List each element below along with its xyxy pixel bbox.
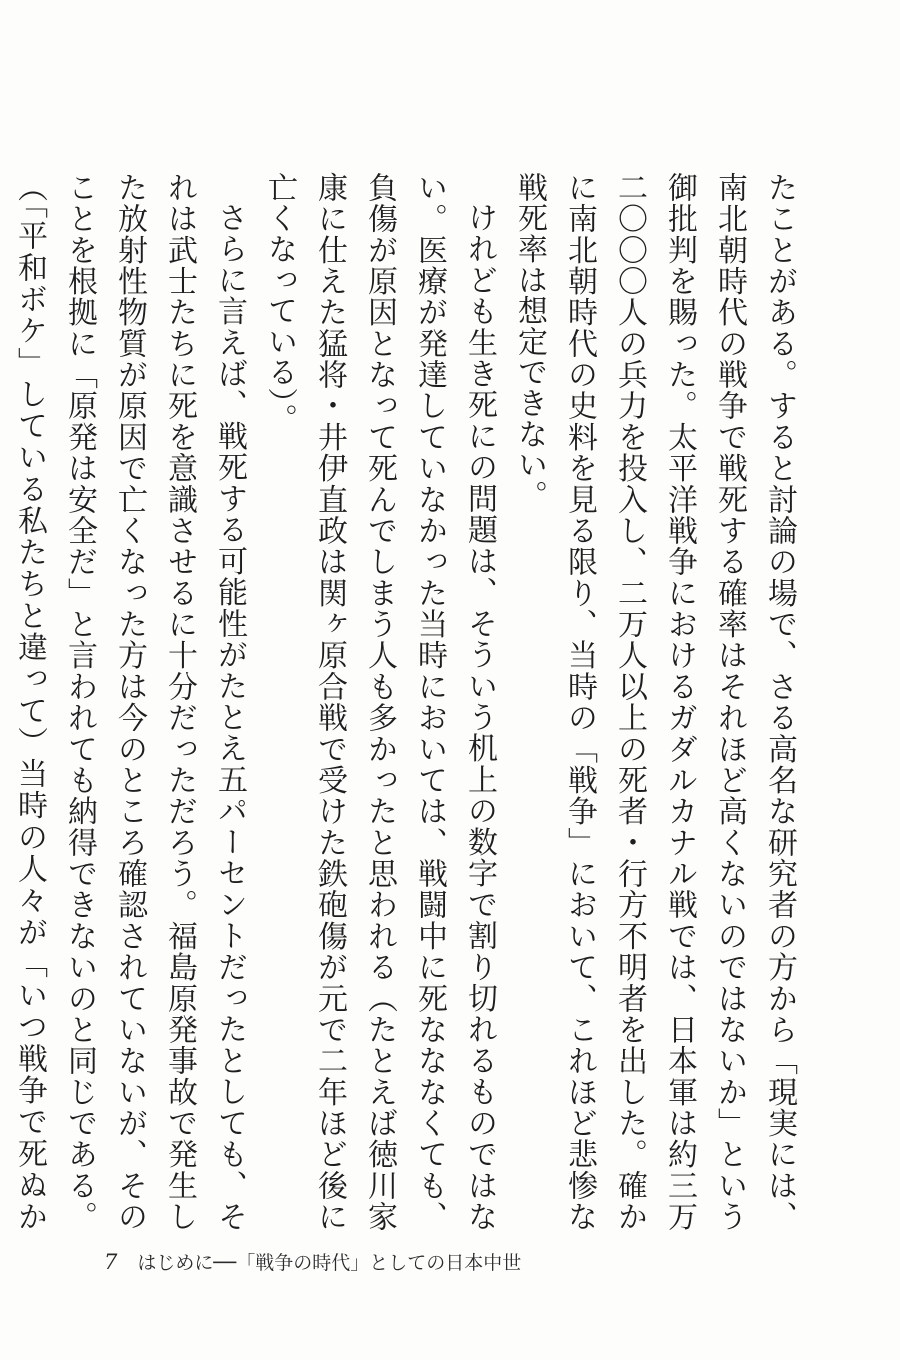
running-head: はじめに──「戦争の時代」としての日本中世 <box>137 1252 522 1274</box>
paragraph-1: たことがある。すると討論の場で、さる高名な研究者の方から「現実には、南北朝時代の戦争で戦死する確率はそれほど高くないのではないか」という御批判を賜った。太平洋戦争におけるガダルカナル戦では、日本軍は約三万二〇〇〇人の兵力を投入し、二万人以上の死者・行方不明者を出した。確かに南北朝時代の史料を見る限り、当時の「戦争」において、これほど悲惨な戦死率は想定できない。 <box>512 172 797 1232</box>
paragraph-3: さらに言えば、戦死する可能性がたとえ五パーセントだったとしても、それは武士たちに死を意識させるに十分だっただろう。福島原発事故で発生した放射性物質が原因で亡くなった方は今のところ確認されていないが、そのことを根拠に「原発は安全だ」と言われても納得できないのと同じである。（「平和ボケ」している私たちと違って）当時の人々が「いつ戦争で死ぬか <box>12 172 247 1232</box>
page-footer <box>104 1248 521 1275</box>
page-number: 7 <box>104 1250 118 1274</box>
vertical-body-text <box>0 172 804 1232</box>
paragraph-2: けれども生き死にの問題は、そういう机上の数字で割り切れるものではない。医療が発達していなかった当時においては、戦闘中に死なななくても、負傷が原因となって死んでしまう人も多かったと思われる（たとえば徳川家康に仕えた猛将・井伊直政は関ヶ原合戦で受けた鉄砲傷が元で二年ほど後に亡くなっている）。 <box>262 172 497 1232</box>
